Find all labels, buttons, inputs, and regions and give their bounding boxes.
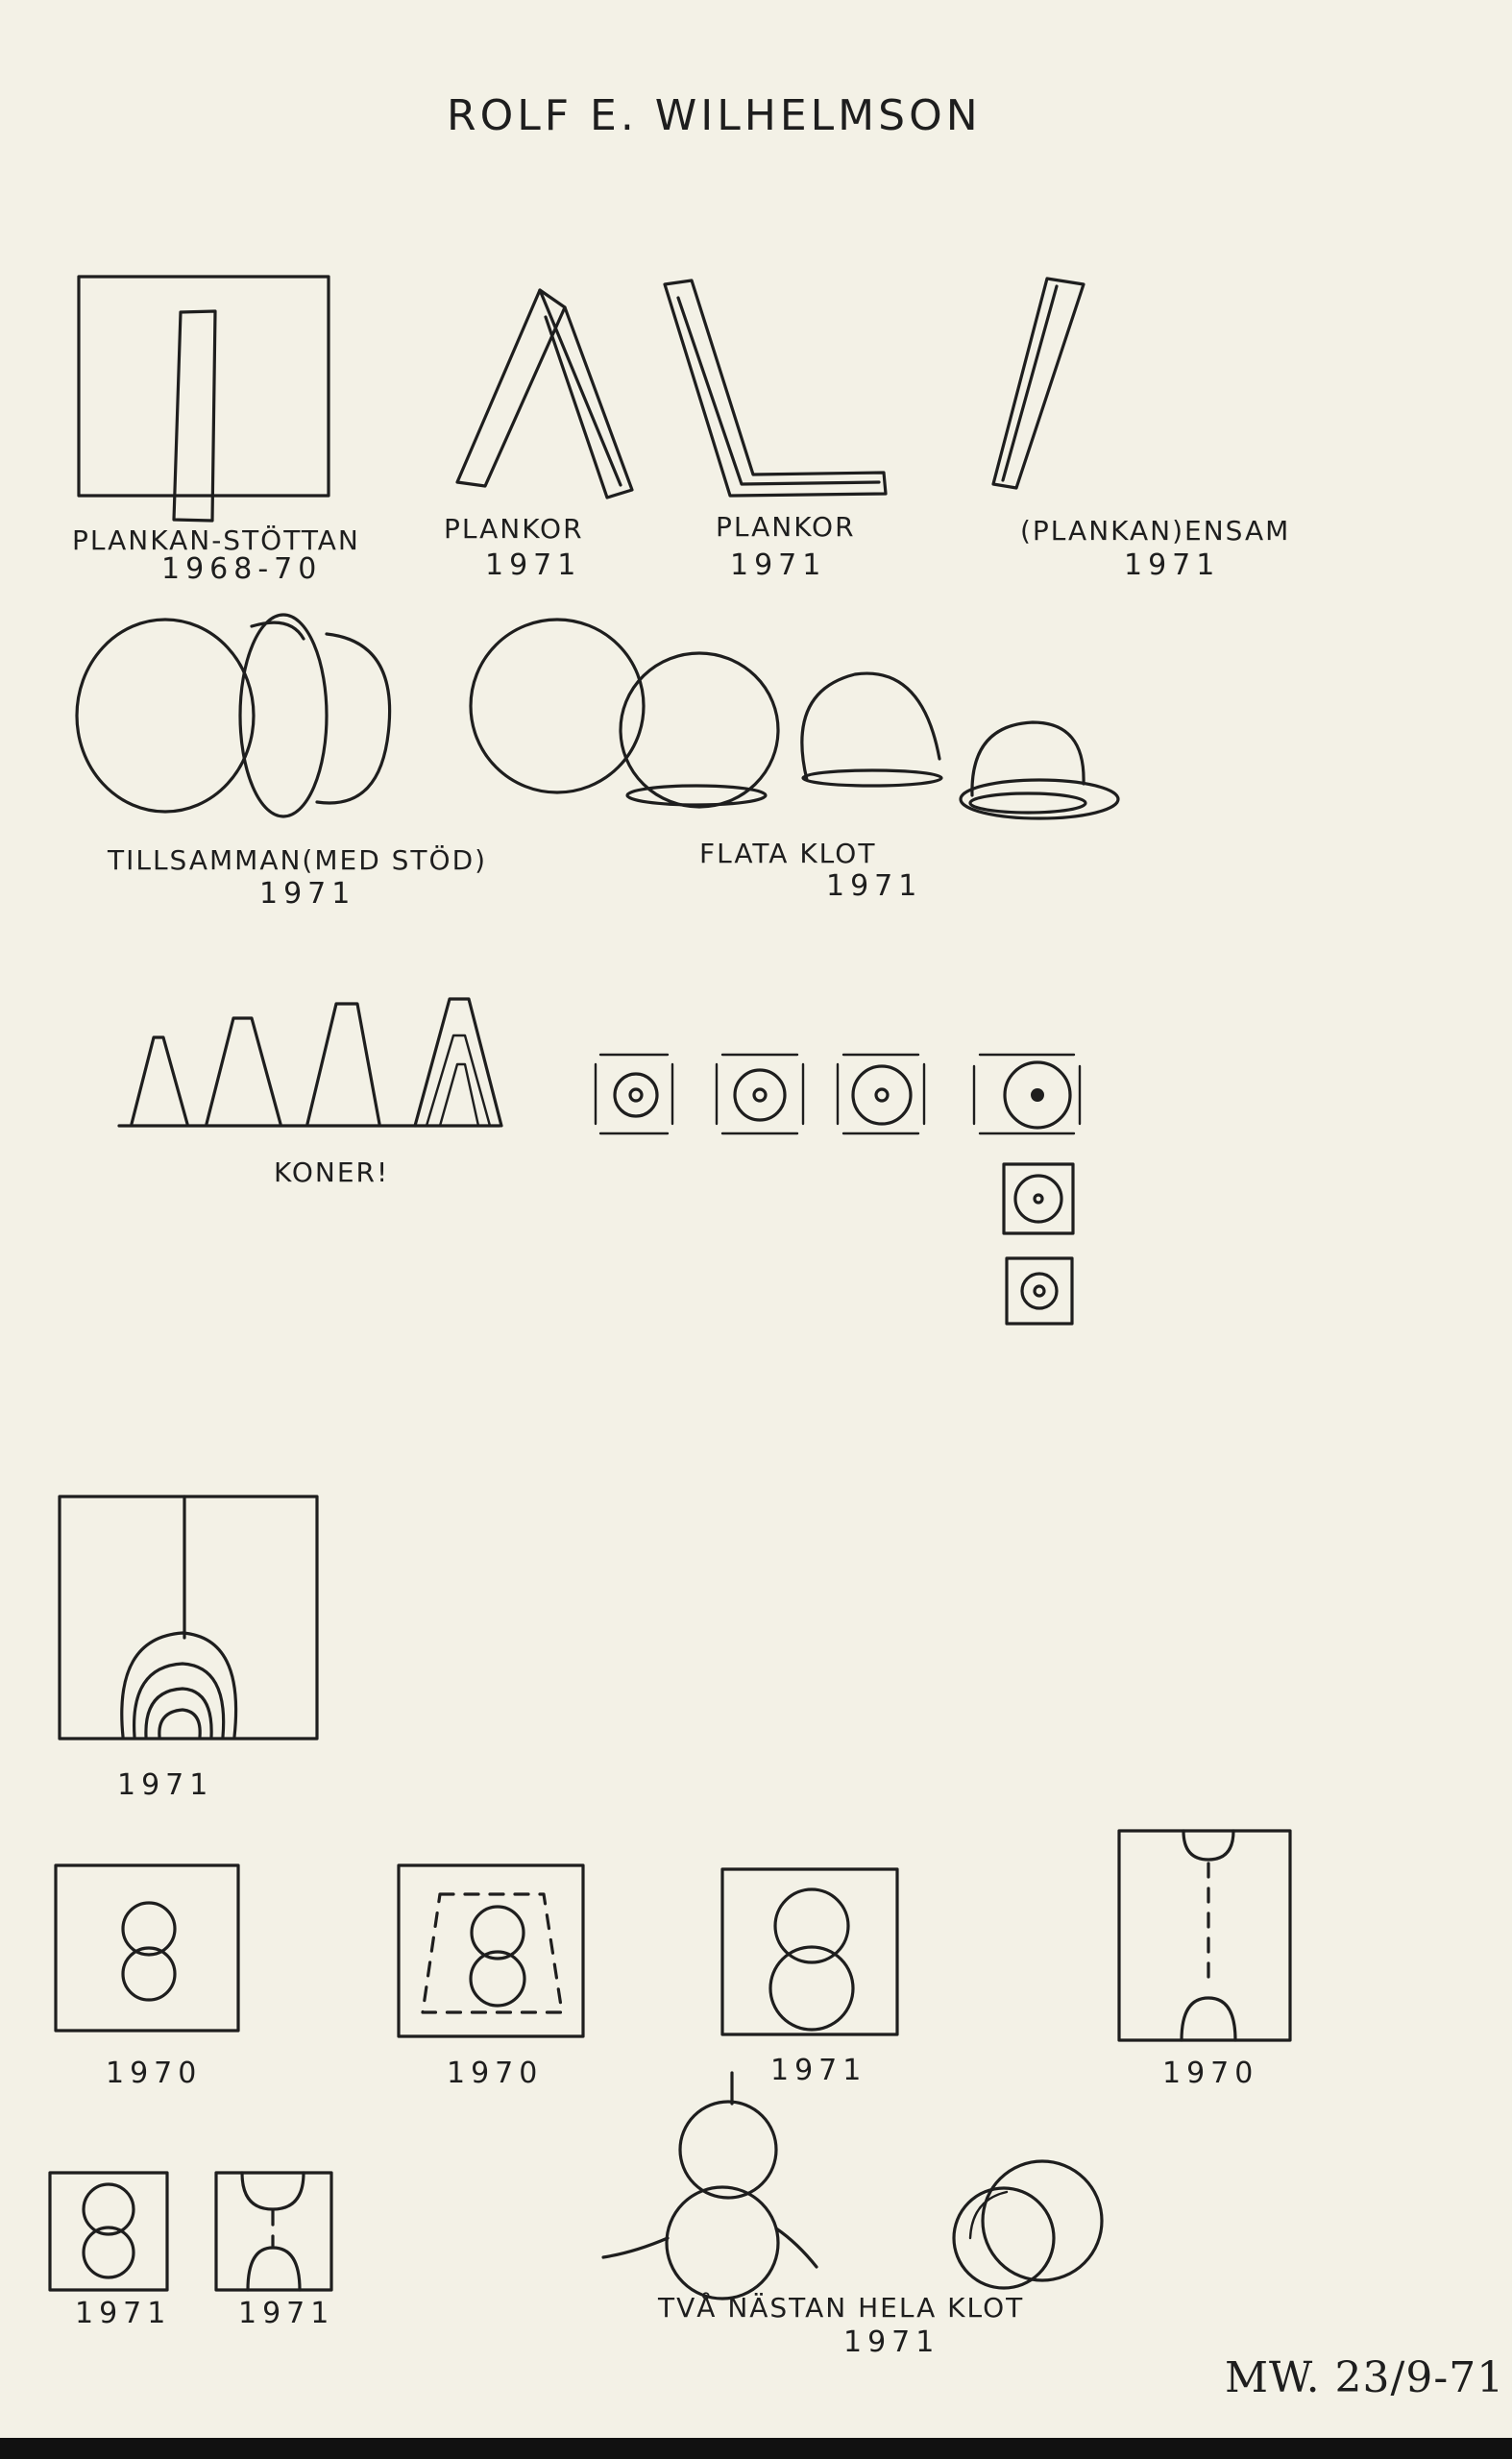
drawing-box-4: [1119, 1831, 1290, 2040]
year-plankan-stottan: 1968-70: [161, 552, 323, 586]
drawing-small-box-2: [216, 2173, 331, 2290]
year-single: 1971: [117, 1768, 214, 1802]
year-small-box-2: 1971: [238, 2297, 335, 2330]
year-whole-spheres: 1971: [843, 2325, 940, 2359]
year-plankor-2: 1971: [730, 548, 827, 582]
drawing-plankor-a-frame: [457, 290, 632, 498]
caption-plankan-ensam: (PLANKAN)ENSAM: [1020, 515, 1291, 547]
drawing-flata-klot: [471, 620, 1118, 818]
caption-plankan-stottan: PLANKAN-STÖTTAN: [72, 524, 360, 556]
drawing-tillsamman: [77, 615, 390, 816]
year-box-1: 1970: [106, 2057, 203, 2090]
drawing-small-box-1: [50, 2173, 167, 2290]
caption-whole-spheres: TVÅ NÄSTAN HELA KLOT: [658, 2292, 1025, 2324]
year-small-box-1: 1971: [75, 2297, 172, 2330]
caption-koner: KONER!: [274, 1156, 390, 1188]
bottom-edge-bar: [0, 2438, 1512, 2459]
drawing-plankan-ensam: [993, 279, 1084, 488]
year-plankor-1: 1971: [485, 548, 582, 582]
year-box-4: 1970: [1162, 2057, 1259, 2090]
year-plankan-ensam: 1971: [1124, 548, 1221, 582]
drawing-box-1: [56, 1865, 238, 2031]
drawing-box-3: [722, 1869, 897, 2034]
drawing-concentric-boxes: [596, 1055, 1080, 1324]
drawing-single-1971: [60, 1497, 317, 1739]
year-box-3: 1971: [770, 2054, 867, 2087]
caption-plankor-1: PLANKOR: [444, 513, 584, 545]
drawing-plankor-l-shape: [665, 280, 886, 496]
signature: MW. 23/9-71: [1225, 2353, 1505, 2402]
caption-plankor-2: PLANKOR: [716, 511, 856, 543]
drawing-whole-spheres: [603, 2073, 1102, 2299]
year-flata-klot: 1971: [826, 869, 923, 903]
caption-flata-klot: FLATA KLOT: [699, 838, 877, 869]
year-box-2: 1970: [447, 2057, 544, 2090]
caption-tillsamman: TILLSAMMAN(MED STÖD): [108, 844, 488, 876]
drawing-koner: [119, 999, 501, 1126]
drawing-box-2: [399, 1865, 583, 2036]
year-tillsamman: 1971: [259, 877, 356, 911]
page-title: ROLF E. WILHELMSON: [447, 91, 982, 140]
drawing-plankan-stottan: [79, 277, 329, 521]
